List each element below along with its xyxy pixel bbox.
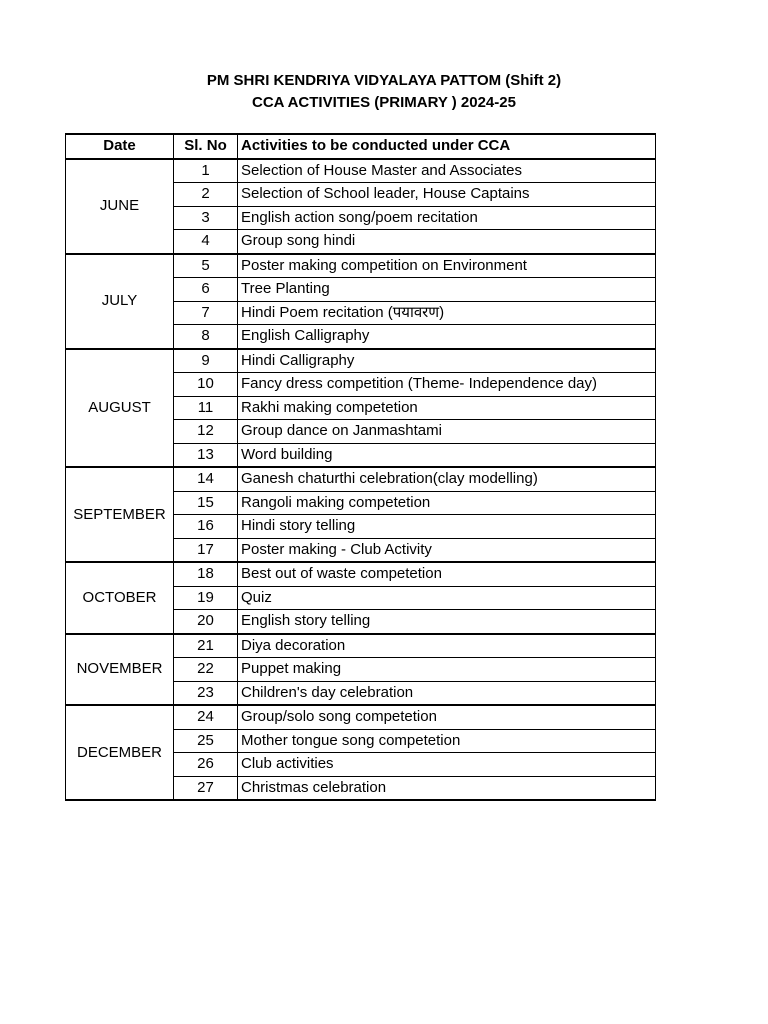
title-line-1: PM SHRI KENDRIYA VIDYALAYA PATTOM (Shift 2) xyxy=(206,72,562,89)
document-title xyxy=(0,70,768,114)
month-cell: JULY xyxy=(66,254,174,349)
table-body xyxy=(66,159,656,801)
sl-no-cell: 26 xyxy=(174,753,238,777)
table-row xyxy=(66,705,656,729)
sl-no-cell: 6 xyxy=(174,278,238,302)
activity-cell: Best out of waste competetion xyxy=(238,562,656,586)
activity-cell: Rakhi making competetion xyxy=(238,396,656,420)
activity-cell: Group dance on Janmashtami xyxy=(238,420,656,444)
table-row xyxy=(66,254,656,278)
cca-activities-table xyxy=(65,133,656,801)
sl-no-cell: 7 xyxy=(174,301,238,325)
activity-cell: Quiz xyxy=(238,586,656,610)
sl-no-cell: 20 xyxy=(174,610,238,634)
sl-no-cell: 17 xyxy=(174,538,238,562)
activity-cell: Poster making - Club Activity xyxy=(238,538,656,562)
activity-cell: Hindi story telling xyxy=(238,515,656,539)
title-line-2: CCA ACTIVITIES (PRIMARY ) 2024-25 xyxy=(252,94,516,111)
activity-cell: Christmas celebration xyxy=(238,776,656,800)
sl-no-cell: 24 xyxy=(174,705,238,729)
activity-cell: Tree Planting xyxy=(238,278,656,302)
sl-no-cell: 18 xyxy=(174,562,238,586)
activity-cell: Word building xyxy=(238,443,656,467)
activity-cell: Club activities xyxy=(238,753,656,777)
sl-no-cell: 9 xyxy=(174,349,238,373)
table-row xyxy=(66,562,656,586)
sl-no-cell: 3 xyxy=(174,206,238,230)
table-row xyxy=(66,634,656,658)
sl-no-cell: 4 xyxy=(174,230,238,254)
date-column-header: Date xyxy=(66,134,174,159)
table-row xyxy=(66,349,656,373)
sl-no-cell: 10 xyxy=(174,373,238,397)
sl-no-cell: 14 xyxy=(174,467,238,491)
sl-no-cell: 21 xyxy=(174,634,238,658)
sl-no-column-header: Sl. No xyxy=(174,134,238,159)
sl-no-cell: 23 xyxy=(174,681,238,705)
activity-cell: Rangoli making competetion xyxy=(238,491,656,515)
activity-cell: Mother tongue song competetion xyxy=(238,729,656,753)
sl-no-cell: 12 xyxy=(174,420,238,444)
activity-cell: Selection of School leader, House Captains xyxy=(238,183,656,207)
activity-cell: Ganesh chaturthi celebration(clay modelling) xyxy=(238,467,656,491)
sl-no-cell: 19 xyxy=(174,586,238,610)
activity-cell: Fancy dress competition (Theme- Independence day) xyxy=(238,373,656,397)
sl-no-cell: 1 xyxy=(174,159,238,183)
activity-cell: English story telling xyxy=(238,610,656,634)
activity-cell: Group song hindi xyxy=(238,230,656,254)
sl-no-cell: 27 xyxy=(174,776,238,800)
activity-cell: Selection of House Master and Associates xyxy=(238,159,656,183)
sl-no-cell: 2 xyxy=(174,183,238,207)
activity-cell: Hindi Poem recitation (पयावरण) xyxy=(238,301,656,325)
activity-cell: Hindi Calligraphy xyxy=(238,349,656,373)
table-row xyxy=(66,159,656,183)
month-cell: OCTOBER xyxy=(66,562,174,634)
sl-no-cell: 13 xyxy=(174,443,238,467)
sl-no-cell: 22 xyxy=(174,658,238,682)
activity-cell: Poster making competition on Environment xyxy=(238,254,656,278)
month-cell: AUGUST xyxy=(66,349,174,468)
activity-cell: Puppet making xyxy=(238,658,656,682)
month-cell: NOVEMBER xyxy=(66,634,174,706)
activity-cell: Children's day celebration xyxy=(238,681,656,705)
activity-cell: Diya decoration xyxy=(238,634,656,658)
activity-cell: Group/solo song competetion xyxy=(238,705,656,729)
activity-column-header: Activities to be conducted under CCA xyxy=(238,134,656,159)
sl-no-cell: 16 xyxy=(174,515,238,539)
sl-no-cell: 8 xyxy=(174,325,238,349)
table-row xyxy=(66,467,656,491)
sl-no-cell: 15 xyxy=(174,491,238,515)
month-cell: DECEMBER xyxy=(66,705,174,800)
sl-no-cell: 25 xyxy=(174,729,238,753)
month-cell: SEPTEMBER xyxy=(66,467,174,562)
table-header-row xyxy=(66,134,656,159)
sl-no-cell: 11 xyxy=(174,396,238,420)
sl-no-cell: 5 xyxy=(174,254,238,278)
month-cell: JUNE xyxy=(66,159,174,254)
activity-cell: English Calligraphy xyxy=(238,325,656,349)
activity-cell: English action song/poem recitation xyxy=(238,206,656,230)
